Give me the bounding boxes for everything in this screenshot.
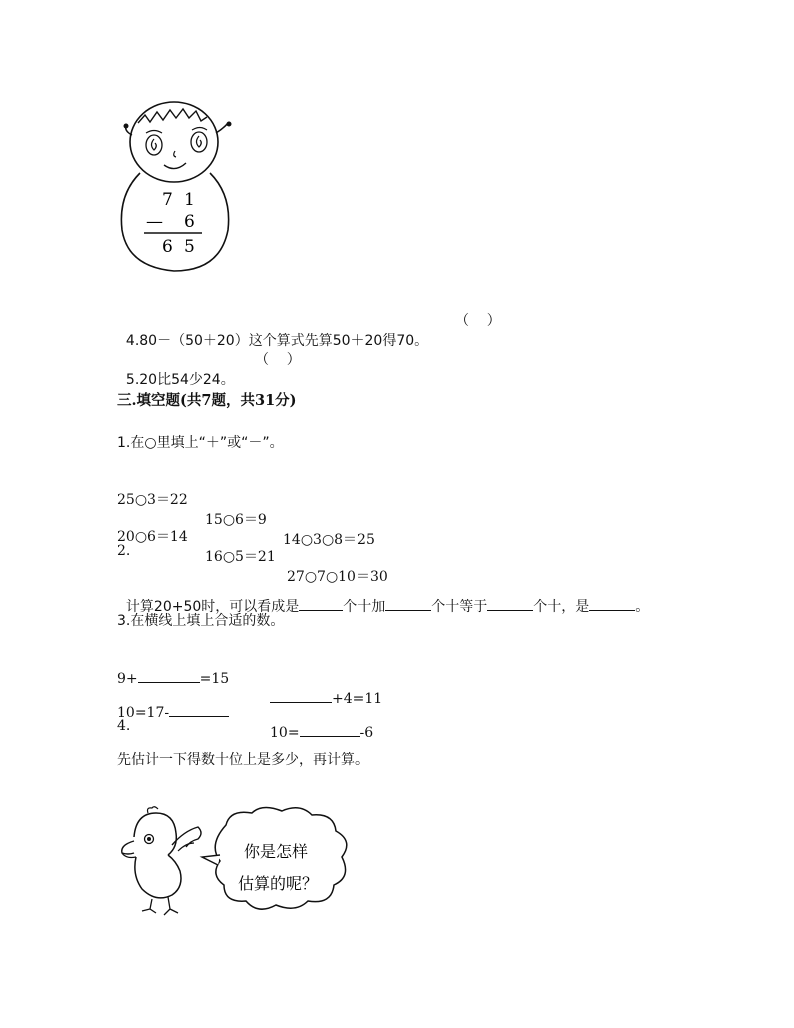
fill-question-1-row-2-item-2[interactable]: 16○5＝21 [205, 549, 276, 565]
subtraction-top-tens: 7 [162, 190, 173, 210]
fill-question-2-part-5: 。 [635, 599, 650, 615]
doll-drawing [112, 95, 252, 275]
fill-question-1-row-2-item-1[interactable]: 20○6＝14 [117, 529, 188, 545]
fill-question-4-number: 4. [117, 718, 131, 734]
subtraction-minus-sign: — [146, 212, 163, 232]
fill-question-3-item-3-left: 10=17- [117, 705, 170, 721]
fill-question-3-item-3 [117, 702, 229, 723]
fill-question-2-part-3: 个十等于 [431, 599, 488, 615]
fill-question-3-item-1-right: =15 [199, 671, 230, 687]
fill-question-2-blank-3[interactable] [487, 596, 533, 611]
subtraction-result-ones: 5 [184, 237, 195, 257]
fill-question-1-prompt: 1.在○里填上“＋”或“－”。 [117, 435, 284, 451]
judge-question-4 [117, 311, 501, 351]
fill-question-2-part-2: 个十加 [343, 599, 386, 615]
speech-bubble-line-1: 你是怎样 [244, 842, 309, 861]
duck-drawing [112, 805, 362, 925]
speech-bubble-line-2: 估算的呢？ [238, 874, 319, 893]
judge-question-5 [117, 350, 301, 390]
judge-question-5-answer-paren[interactable]: （ ） [255, 352, 301, 368]
fill-question-2-blank-1[interactable] [299, 596, 343, 611]
fill-question-3-item-4 [270, 722, 373, 743]
fill-question-3-blank-2[interactable] [270, 688, 332, 703]
fill-question-3-blank-1[interactable] [138, 668, 200, 683]
judge-question-4-answer-paren[interactable]: （ ） [455, 313, 501, 329]
doll-subtraction-figure [112, 95, 252, 275]
subtraction-second-ones: 6 [184, 212, 195, 232]
section-3-heading: 三.填空题(共7题，共31分) [117, 392, 297, 409]
fill-question-2-blank-2[interactable] [385, 596, 431, 611]
fill-question-3-item-2-right: +4=11 [332, 691, 383, 707]
fill-question-4-prompt: 先估计一下得数十位上是多少，再计算。 [117, 752, 369, 768]
subtraction-top-ones: 1 [184, 190, 195, 210]
fill-question-2-blank-4[interactable] [589, 596, 635, 611]
fill-question-3-item-4-left: 10= [270, 725, 300, 741]
fill-question-3-prompt: 3.在横线上填上合适的数。 [117, 613, 285, 629]
subtraction-result-tens: 6 [162, 237, 173, 257]
fill-question-2-part-1: 计算20+50时，可以看成是 [125, 599, 300, 615]
judge-question-4-text: 4.80－（50＋20）这个算式先算50＋20得70。 [125, 333, 429, 349]
fill-question-2-number: 2. [117, 543, 131, 559]
fill-question-3-blank-4[interactable] [300, 722, 360, 737]
judge-question-5-text: 5.20比54少24。 [125, 372, 235, 388]
fill-question-3-blank-3[interactable] [169, 702, 229, 717]
fill-question-2-part-4: 个十，是 [533, 599, 590, 615]
fill-question-3-item-4-right: -6 [359, 725, 374, 741]
fill-question-1-row-1-item-2[interactable]: 15○6＝9 [205, 512, 267, 528]
fill-question-1-row-2-item-3[interactable]: 27○7○10＝30 [287, 569, 388, 585]
fill-question-1-row-1-item-3[interactable]: 14○3○8＝25 [283, 532, 375, 548]
fill-question-3-item-1 [117, 668, 229, 689]
fill-question-1-row-1-item-1[interactable]: 25○3＝22 [117, 492, 188, 508]
duck-speech-figure [112, 805, 362, 925]
fill-question-3-item-2 [270, 688, 382, 709]
fill-question-3-item-1-left: 9+ [117, 671, 138, 687]
